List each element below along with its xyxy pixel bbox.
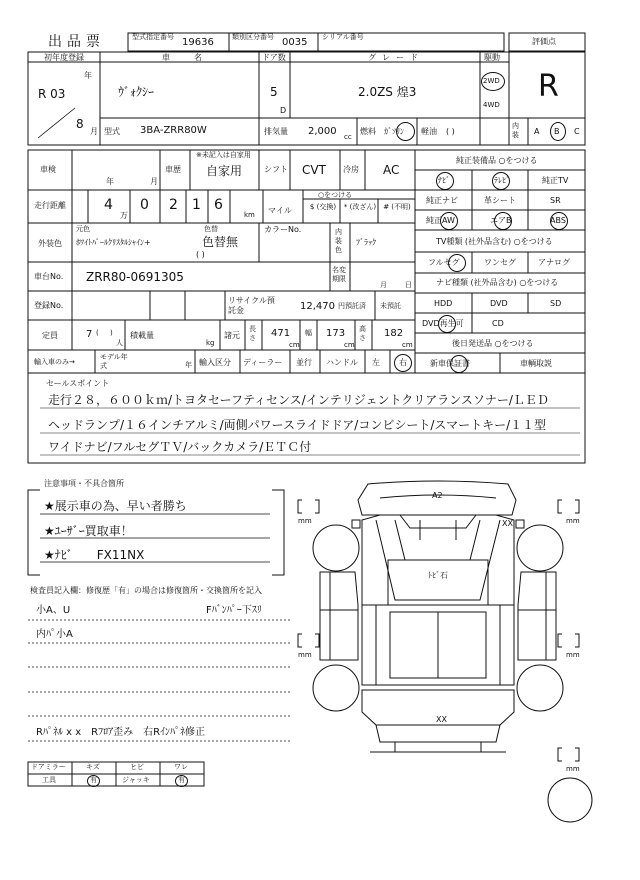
equip-genuine-navi: 純正ナビ [426, 196, 458, 205]
handle-label: ハンドル [326, 358, 358, 367]
diagram-mark-xx-right: XX [502, 519, 513, 528]
note-line-3: ★ﾅﾋﾞ FX11NX [44, 548, 145, 562]
model-year-unit: 年 [185, 361, 192, 369]
legend-crack: ヒビ [130, 763, 144, 771]
model-label: 型式 [104, 127, 120, 136]
ac-label: 冷房 [343, 165, 359, 174]
tv-oneseg: ワンセグ [484, 258, 516, 267]
inspection-label: 車検 [40, 165, 56, 174]
paint-label: 色替 [204, 225, 218, 233]
hei-value: 182 [384, 328, 404, 339]
cap-unit: 人 [116, 339, 123, 347]
navi-hdd: HDD [434, 299, 453, 308]
paint-value: 色替無 [202, 235, 239, 249]
paint-paren: ( ) [196, 250, 205, 259]
navi-label: ナビ種類 (社外品含む) ○をつける [436, 278, 559, 287]
navi-dvd-circle [438, 315, 456, 333]
inspector-line-2-left: 内ﾊﾟ小A [36, 629, 73, 640]
displacement-value: 2,000 [308, 126, 337, 137]
mileage-man: 万 [120, 211, 128, 220]
score-label: 評価点 [532, 37, 556, 46]
interior-b: B [554, 127, 560, 136]
import-label: 輸入車のみ→ [34, 358, 75, 366]
diagram-mark-a2: A2 [432, 491, 443, 500]
frame-label: 車台No. [34, 272, 64, 281]
recycle-label: リサイクル預託金 [228, 296, 275, 315]
usage-note: ※未記入は自家用 [196, 151, 251, 159]
diagram-mark-stone: ﾄﾋﾞ石 [428, 571, 448, 580]
legend-break: ワレ [174, 763, 188, 771]
unknown-label: # (不明) [383, 203, 411, 211]
month-unit: 月 [90, 127, 98, 136]
mileage-km: km [244, 211, 255, 219]
wid-unit: cm [344, 341, 355, 349]
recycle-value: 12,470 [300, 301, 335, 312]
mileage-circle-note: ○をつける [318, 191, 353, 199]
tv-fullseg: フルセグ [428, 258, 460, 267]
name-change-day: 日 [405, 281, 412, 289]
inspector-line-1-right: Fﾊﾞﾝﾊﾟｰ下ｽﾘ [206, 605, 262, 616]
legend-jack-circle [175, 775, 188, 787]
hei-unit: cm [402, 341, 413, 349]
legend-tools: 工具 [42, 776, 56, 784]
door-d: D [280, 106, 287, 115]
interior-a: A [534, 127, 540, 136]
class-value: 0035 [282, 37, 308, 48]
mm-rear-right: mm [566, 651, 580, 659]
fuel-light: 軽油 [421, 127, 437, 136]
class-label: 類別区分番号 [232, 33, 274, 41]
later-warranty-circle [450, 355, 468, 373]
drive-circle-mark [481, 72, 505, 91]
interior-color-label: 内装色 [335, 228, 342, 254]
mileage-digit-5: 6 [214, 197, 223, 213]
equip-tv-circle [492, 172, 510, 190]
navi-dvd-play: DVD再生可 [422, 319, 464, 328]
inspection-year-unit: 年 [106, 177, 114, 186]
interior-label: 内装 [512, 122, 519, 139]
fuel-label: 燃料 [360, 127, 376, 136]
inspection-month-unit: 月 [150, 177, 158, 186]
load-label: 積載量 [130, 331, 154, 340]
handle-circle-mark [394, 354, 412, 372]
equip-abs: ABS [550, 216, 566, 225]
cap-label: 定員 [42, 331, 58, 340]
equip-airbag: エアB [490, 216, 512, 225]
inspector-label: 検査員記入欄：修復歴「有」の場合は修復箇所・交換箇所を記入 [30, 586, 262, 595]
load-unit: kg [206, 339, 215, 347]
equip-navi-circle [436, 172, 454, 190]
wid-value: 173 [326, 328, 346, 339]
len-label: 長さ [249, 325, 256, 342]
car-name-label: 車名 [162, 53, 226, 62]
shift-label: シフト [264, 165, 288, 174]
equip-aw-circle [440, 212, 458, 230]
sales-line-3: ワイドナビ/フルセグＴＶ/バックカメラ/ＥＴＣ付 [48, 440, 312, 454]
diagram-mark-xx-rear: XX [436, 715, 447, 724]
legend-jack-has: 有 [178, 776, 185, 784]
navi-sd: SD [550, 299, 562, 308]
navi-dvd: DVD [490, 299, 508, 308]
grade-label: グレード [368, 53, 424, 62]
usage-value: 自家用 [206, 164, 243, 178]
mm-rear-left: mm [298, 651, 312, 659]
recycle-unit: 円預託済 [338, 302, 366, 310]
color-label: 外装色 [38, 239, 62, 248]
grade-value: 2.0ZS 煌3 [358, 85, 417, 99]
year-unit: 年 [84, 71, 92, 80]
first-reg-year: R 03 [38, 87, 66, 101]
import-type-label: 輸入区分 [199, 358, 231, 367]
mile-label: マイル [268, 206, 292, 215]
sales-line-1: 走行２８，６００ｋｍ/トヨタセーフティセンス/インテリジェントクリアランスソナー/ＬＥＤ [48, 393, 549, 407]
tv-analog: アナログ [538, 258, 570, 267]
mm-front-right: mm [566, 517, 580, 525]
equip-abs-circle [550, 212, 568, 230]
name-change-label: 名変期限 [332, 266, 346, 283]
inspector-line-1-left: 小A、U [36, 605, 71, 616]
displacement-label: 排気量 [264, 127, 288, 136]
equip-genuine-tv: 純正TV [542, 176, 569, 185]
later-label: 後日発送品 ○をつける [452, 339, 534, 348]
first-reg-month: 8 [76, 117, 84, 131]
tv-label: TV種類 (社外品含む) ○をつける [436, 237, 553, 246]
later-warranty: 新車保証書 [430, 359, 470, 368]
wid-label: 幅 [305, 329, 312, 337]
drive-2wd: 2WD [483, 77, 500, 85]
mm-spare: mm [566, 765, 580, 773]
type-cert-value: 19636 [182, 37, 214, 48]
navi-cd: CD [492, 319, 504, 328]
equip-navi: ﾅﾋﾞ [438, 176, 450, 185]
orig-color-label: 元色 [76, 225, 90, 233]
name-change-month: 月 [380, 281, 387, 289]
fuel-circle-mark [396, 122, 415, 141]
exchange-label: $ (交換) [309, 203, 337, 211]
mm-front-left: mm [298, 517, 312, 525]
equip-sr: SR [550, 196, 561, 205]
legend-scratch: キズ [86, 763, 100, 771]
frame-value: ZRR80-0691305 [86, 270, 184, 284]
drive-4wd: 4WD [483, 101, 500, 109]
dealer-label: ディーラー [243, 358, 283, 367]
first-reg-label: 初年度登録 [44, 53, 84, 62]
len-value: 471 [271, 328, 291, 339]
serial-label: シリアル番号 [322, 33, 364, 41]
legend-mirror: ドアミラー [31, 763, 66, 771]
drive-label: 駆動 [484, 53, 500, 62]
mileage-digit-1: 4 [104, 197, 113, 213]
recycle-unpaid: 未預託 [380, 302, 401, 310]
interior-color-value: ﾌﾞﾗｯｸ [356, 238, 376, 247]
right-label: 右 [399, 358, 407, 367]
usage-label: 車歴 [165, 165, 181, 174]
equip-tv: ﾃﾚﾋﾞ [494, 176, 510, 185]
legend-tools-circle [87, 775, 100, 787]
equip-airbag-circle [494, 212, 512, 230]
note-line-1: ★展示車の為、早い者勝ち [44, 499, 187, 513]
altered-label: * (改ざん) [343, 203, 377, 211]
equip-aw: 純正AW [426, 216, 455, 225]
model-year-label: モデル年式 [100, 353, 128, 370]
shift-value: CVT [302, 163, 326, 177]
score-value: R [538, 69, 559, 104]
cap-value: 7 [86, 329, 93, 340]
displacement-unit: cc [344, 133, 352, 141]
type-cert-label: 型式指定番号 [132, 33, 174, 41]
sales-line-2: ヘッドランプ/１６インチアルミ/両側パワースライドドア/コンビシート/スマートキー/１１型 [48, 418, 547, 432]
legend-jack: ジャッキ [122, 776, 150, 784]
dims-label: 諸元 [224, 331, 240, 340]
hei-label: 高さ [359, 325, 366, 342]
ac-value: AC [383, 163, 400, 177]
sales-label: セールスポイント [46, 379, 110, 388]
later-manual: 車輌取説 [520, 359, 552, 368]
interior-c: C [574, 127, 580, 136]
mileage-digit-3: 2 [169, 197, 178, 213]
car-diagram [298, 481, 592, 822]
car-name-value: ｳﾞｫｸｼｰ [118, 85, 155, 99]
mileage-label: 走行距離 [34, 201, 66, 210]
note-line-2: ★ﾕｰｻﾞｰ買取車！ [44, 524, 133, 538]
mileage-digit-4: 1 [192, 197, 201, 213]
mileage-digit-2: 0 [140, 197, 149, 213]
parallel-label: 並行 [296, 358, 312, 367]
orig-color-value: ﾎﾜｲﾄﾊﾟｰﾙｸﾘｽﾀﾙｼｬｲﾝ+ [76, 238, 151, 247]
left-label: 左 [372, 358, 380, 367]
inspector-line-5-left: Rﾊﾟﾈﾙ x x Rﾌﾛｱ歪み 右Rｲﾝﾊﾟﾈ修正 [36, 727, 206, 738]
notes-label: 注意事項・不具合箇所 [44, 479, 124, 488]
doors-label: ドア数 [262, 53, 286, 62]
doors-value: 5 [270, 85, 278, 99]
legend-tools-has: 有 [90, 776, 97, 784]
tv-fullseg-circle [448, 254, 466, 272]
form-title: 出品票 [48, 34, 105, 50]
equip-leather: 革シート [484, 196, 516, 205]
len-unit: cm [289, 341, 300, 349]
color-no-label: カラーNo. [264, 225, 302, 234]
fuel-paren: ( ) [446, 127, 455, 136]
fuel-gas: ｶﾞｿﾘﾝ [384, 127, 404, 136]
model-value: 3BA-ZRR80W [140, 125, 207, 136]
interior-circle-mark [550, 122, 566, 141]
equip-label: 純正装備品 ○をつける [456, 156, 538, 165]
reg-label: 登録No. [34, 301, 64, 310]
